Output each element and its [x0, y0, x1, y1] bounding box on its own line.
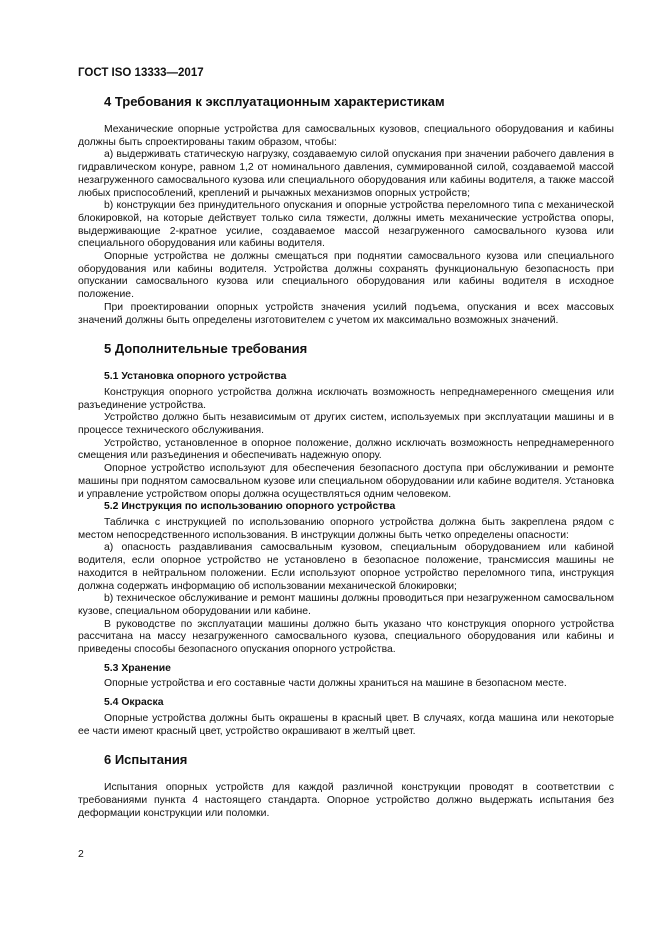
section-5-heading: 5 Дополнительные требования — [104, 341, 308, 357]
paragraph: Устройство, установленное в опорное положение, должно исключать возможность непреднамеренного смещения или разъединения и обеспечивать надежную опору. — [78, 437, 614, 462]
subsection-5-4-heading: 5.4 Окраска — [104, 697, 164, 709]
list-item: a) опасность раздавливания самосвальным кузовом, специальным оборудованием или кабиной водителя, если опорное устройство не установлено в безопасное положение, трансмиссия машины не находится в нейтральном положении. Если используют опорное устройство переломного типа, инструкция должна содержать информацию об использовании механической блокировки; — [78, 542, 614, 592]
paragraph: Механические опорные устройства для самосвальных кузовов, специального оборудования и кабины должны быть спроектированы таким образом, чтобы: — [78, 124, 614, 148]
subsection-5-3-heading: 5.3 Хранение — [104, 662, 171, 674]
paragraph: Испытания опорных устройств для каждой различной конструкции проводят в соответствии с требованиями пункта 4 настоящего стандарта. Опорное устройство должно выдержать испытания без деформации конструкции или поломки. — [78, 782, 614, 819]
paragraph: Конструкция опорного устройства должна исключать возможность непреднамеренного смещения или разъединение устройства. — [78, 386, 614, 411]
document-body — [78, 94, 614, 820]
list-item: b) техническое обслуживание и ремонт машины должны проводиться при незагруженном самосвальном кузове, специальном оборудовании или кабине. — [78, 593, 614, 617]
paragraph: Опорные устройства должны быть окрашены в красный цвет. В случаях, когда машина или некоторые ее части имеют красный цвет, устройство окрашивают в желтый цвет. — [78, 712, 614, 737]
subsection-5-1-heading: 5.1 Установка опорного устройства — [104, 371, 287, 383]
list-item: b) конструкции без принудительного опускания и опорные устройства переломного типа с механической блокировкой, на которые действует только сила тяжести, должны иметь механические устройства опоры, выдерживающие 2-кратное усилие, создаваемое массой незагруженного самосвального кузова или специального оборудования или кабины водителя. — [78, 200, 614, 250]
section-6-heading: 6 Испытания — [104, 752, 188, 768]
document-header: ГОСТ ISO 13333—2017 — [78, 67, 204, 79]
paragraph: Опорное устройство используют для обеспечения безопасного доступа при обслуживании и ремонте машины при поднятом самосвальном кузове или специальном оборудовании или кабине водителя. Установка и управление устройством опоры должна осуществляться одним человеком. — [78, 463, 614, 500]
paragraph: Опорные устройства не должны смещаться при поднятии самосвального кузова или специального оборудования или кабины водителя. Устройства должны сохранять функциональную безопасность при опускании самосвального кузова или специального оборудования или кабины водителя в исходное положение. — [78, 251, 614, 301]
subsection-5-2-heading: 5.2 Инструкция по использованию опорного устройства — [104, 501, 396, 513]
paragraph: Устройство должно быть независимым от других систем, используемых при эксплуатации машины и в процессе технического обслуживания. — [78, 412, 614, 437]
paragraph: В руководстве по эксплуатации машины должно быть указано что конструкция опорного устройства рассчитана на массу незагруженного самосвального кузова, специального оборудования или кабины и приведены способы безопасного опускания опорного устройства. — [78, 618, 614, 656]
paragraph: Опорные устройства и его составные части должны храниться на машине в безопасном месте. — [104, 678, 567, 690]
paragraph: Табличка с инструкцией по использованию опорного устройства должна быть закреплена рядом с местом непосредственного использования. В инструкции должны быть четко определены опасности: — [78, 516, 614, 541]
paragraph: При проектировании опорных устройств значения усилий подъема, опускания и всех массовых значений должны быть определены изготовителем с учетом их максимально возможных значений. — [78, 301, 614, 326]
page-number: 2 — [78, 849, 84, 860]
section-4-heading: 4 Требования к эксплуатационным характеристикам — [104, 94, 445, 109]
list-item: a) выдерживать статическую нагрузку, создаваемую силой опускания при значении рабочего давления в гидравлическом конуре, равном 1,2 от номинального давления, суммированной силой, создаваемой массой незагруженного самосвального кузова или специального оборудования или кабины водителя, а также массой любых приспособлений, креплений и рычажных механизмов опорных устройств; — [78, 149, 614, 199]
